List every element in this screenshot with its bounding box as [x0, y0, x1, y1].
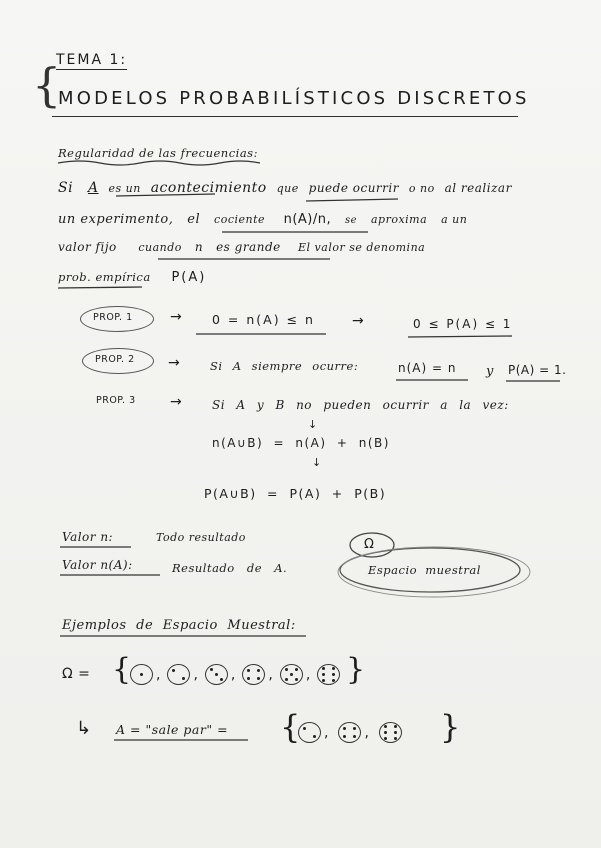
examples-heading: Ejemplos de Espacio Muestral:	[62, 618, 296, 633]
definition-line-1	[58, 180, 512, 196]
valor-nA-text: Resultado de A.	[172, 561, 288, 575]
word: valor fijo	[58, 240, 117, 254]
prop1-arrow2: →	[352, 313, 365, 329]
prop2-label: PROP. 2	[95, 354, 135, 365]
die-pip	[353, 735, 356, 738]
word: n	[194, 240, 204, 254]
omega-close-brace: }	[346, 652, 366, 687]
die-pip	[332, 679, 335, 682]
prop3-down2: ↓	[312, 456, 322, 469]
comma-separator: ,	[268, 667, 273, 683]
word: al realizar	[444, 181, 512, 195]
die-face-4	[338, 722, 361, 743]
word: Si	[58, 180, 74, 196]
underline-prob-empirica	[58, 287, 142, 288]
die-face-6	[379, 722, 402, 743]
die-face-2	[167, 664, 190, 685]
word: A	[87, 180, 99, 196]
die-pip	[353, 727, 356, 730]
word: n(A)/n,	[283, 212, 332, 227]
die-pip	[322, 667, 325, 670]
die-pip	[384, 725, 387, 728]
die-pip	[322, 673, 325, 676]
word: es un	[108, 182, 141, 195]
underline-prop1-result	[408, 336, 512, 337]
die-pip	[343, 735, 346, 738]
definition-line-4	[58, 270, 206, 285]
event-text: A = "sale par" =	[116, 722, 229, 737]
comma-separator: ,	[364, 725, 369, 741]
valor-n-label: Valor n:	[62, 530, 114, 544]
die-pip	[182, 677, 185, 680]
word: se	[345, 215, 358, 226]
prop2-arrow: →	[168, 355, 181, 371]
valor-n-text: Todo resultado	[156, 531, 246, 544]
word: prob. empírica	[58, 270, 151, 284]
die-pip	[210, 668, 213, 671]
die-pip	[332, 673, 335, 676]
die-pip	[172, 669, 175, 672]
die-pip	[384, 737, 387, 740]
event-close-brace: }	[440, 708, 461, 746]
die-face-4	[242, 664, 265, 685]
die-pip	[295, 668, 298, 671]
wavy-underline	[58, 161, 260, 165]
word: a un	[441, 213, 468, 226]
omega-symbol: Ω	[364, 537, 375, 552]
word: puede ocurrir	[308, 181, 399, 195]
regularidad-text: Regularidad de las frecuencias:	[58, 146, 258, 160]
prop2-text: Si A siempre ocurre:	[210, 359, 359, 373]
word: o no	[408, 182, 435, 195]
word: aproxima	[370, 213, 428, 226]
die-face-6	[317, 664, 340, 685]
word: el	[187, 212, 201, 227]
die-face-3	[205, 664, 228, 685]
event-open-brace: {	[280, 708, 301, 746]
valor-nA-label: Valor n(A):	[62, 558, 133, 572]
left-brace: {	[32, 58, 62, 112]
prop3-arrow: →	[170, 394, 183, 410]
prop2-expr: n(A) = n	[398, 361, 457, 375]
prop2-result: P(A) = 1.	[508, 363, 567, 377]
die-set-omega	[128, 664, 342, 685]
die-pip	[295, 678, 298, 681]
definition-line-3	[58, 240, 425, 254]
prop3-text: Si A y B no pueden ocurrir a la vez:	[212, 398, 509, 412]
omega-equation: Ω =	[62, 666, 91, 682]
die-pip	[394, 737, 397, 740]
die-pip	[384, 731, 387, 734]
comma-separator: ,	[324, 725, 329, 741]
die-pip	[220, 678, 223, 681]
die-face-2	[298, 722, 321, 743]
prop1-label: PROP. 1	[93, 312, 133, 323]
omega-open-brace: {	[112, 652, 132, 687]
prop1-arrow: →	[170, 309, 183, 325]
prop3-down1: ↓	[308, 418, 318, 431]
word: un experimento,	[58, 212, 174, 227]
die-pip	[140, 673, 143, 676]
hook-arrow: ↳	[76, 718, 92, 739]
die-pip	[394, 725, 397, 728]
prop3-expr2: P(A∪B) = P(A) + P(B)	[204, 486, 387, 501]
word: que	[276, 182, 299, 195]
word: P(A)	[171, 270, 207, 285]
word: es grande	[216, 240, 281, 254]
die-pip	[247, 677, 250, 680]
title-text: MODELOS PROBABILÍSTICOS DISCRETOS	[58, 88, 530, 109]
word: cuando	[138, 241, 182, 254]
die-pip	[322, 679, 325, 682]
die-pip	[257, 669, 260, 672]
prop3-expr1: n(A∪B) = n(A) + n(B)	[212, 436, 390, 450]
word: El valor se denomina	[298, 241, 426, 254]
die-set-even	[296, 722, 404, 743]
die-pip	[343, 727, 346, 730]
die-face-5	[280, 664, 303, 685]
prop2-conj: y	[486, 364, 494, 379]
die-face-1	[130, 664, 153, 685]
die-pip	[285, 678, 288, 681]
die-pip	[247, 669, 250, 672]
definition-line-2	[58, 212, 467, 227]
prop1-expr: 0 = n(A) ≤ n	[212, 312, 315, 327]
prop1-result: 0 ≤ P(A) ≤ 1	[413, 317, 513, 331]
die-pip	[313, 735, 316, 738]
underline-puede-ocurrir	[306, 199, 398, 201]
word: cociente	[214, 213, 266, 226]
comma-separator: ,	[156, 667, 161, 683]
die-pip	[257, 677, 260, 680]
word: acontecimiento	[150, 180, 267, 196]
comma-separator: ,	[305, 667, 311, 683]
topic-text: TEMA 1:	[56, 52, 128, 68]
comma-separator: ,	[230, 667, 236, 683]
die-pip	[215, 673, 218, 676]
prop3-label: PROP. 3	[96, 395, 136, 406]
die-pip	[303, 727, 306, 730]
die-pip	[285, 668, 288, 671]
comma-separator: ,	[193, 667, 198, 683]
die-pip	[332, 667, 335, 670]
die-pip	[394, 731, 397, 734]
espacio-muestral-text: Espacio muestral	[368, 563, 481, 577]
die-pip	[290, 673, 293, 676]
